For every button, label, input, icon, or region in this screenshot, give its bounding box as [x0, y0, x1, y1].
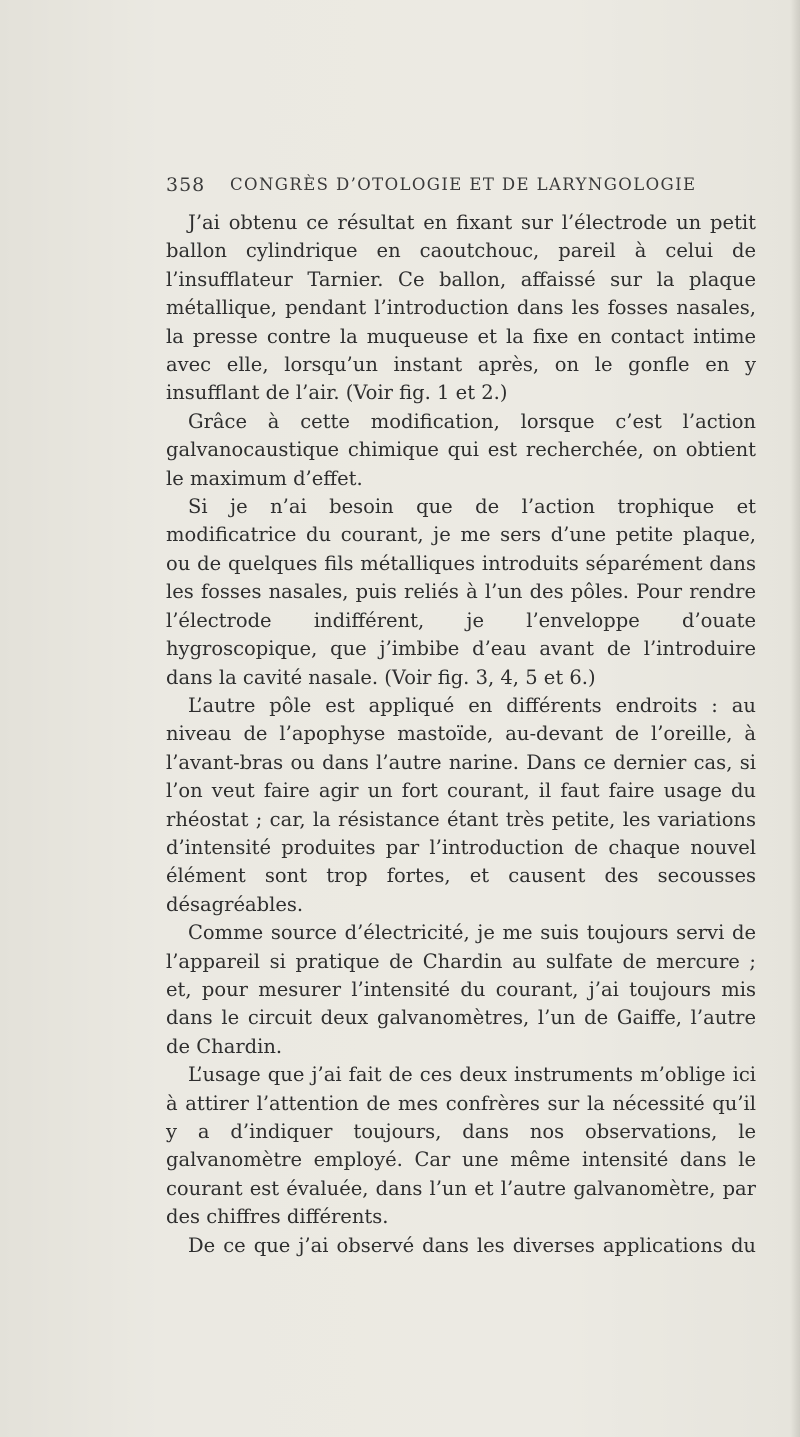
paragraph: Grâce à cette modification, lorsque c’est l’action galvanocaustique chimique qui est recherchée, on obtient le maximum d’effet. — [166, 409, 756, 490]
paragraph: L’usage que j’ai fait de ces deux instruments m’oblige ici à attirer l’attention de mes confrères sur la nécessité qu’il y a d’indiquer toujours, dans nos observations, le galvanomètre employé. Car une même intensité dans le courant est évaluée, dans l’un et l’autre galvanomètre, par des chiffres différents. — [166, 1063, 756, 1229]
paragraph: J’ai obtenu ce résultat en fixant sur l’électrode un petit ballon cylindrique en caoutchouc, pareil à celui de l’insufflateur Tarnier. Ce ballon, affaissé sur la plaque métallique, pendant l’introduction dans les fosses nasales, la presse contre la muqueuse et la fixe en contact intime avec elle, lorsqu’un instant après, on le gonfle en y insufflant de l’air. (Voir fig. 1 et 2.) — [166, 211, 756, 405]
page-header — [166, 174, 726, 202]
body-text — [166, 209, 756, 1260]
page-edge-shadow — [790, 0, 800, 1437]
paragraph: De ce que j’ai observé dans les diverses applications du — [188, 1233, 756, 1257]
paragraph: Si je n’ai besoin que de l’action trophique et modificatrice du courant, je me sers d’une petite plaque, ou de quelques fils métalliques introduits séparément dans les fosses nasales, puis reliés à l’un des pôles. Pour rendre l’électrode indifférent, je l’enveloppe d’ouate hygroscopique, que j’imbibe d’eau avant de l’introduire dans la cavité nasale. (Voir fig. 3, 4, 5 et 6.) — [166, 495, 756, 689]
running-title: CONGRÈS D’OTOLOGIE ET DE LARYNGOLOGIE — [230, 175, 697, 194]
paragraph: Comme source d’électricité, je me suis toujours servi de l’appareil si pratique de Chardin au sulfate de mercure ; et, pour mesurer l’intensité du courant, j’ai toujours mis dans le circuit deux galvanomètres, l’un de Gaiffe, l’autre de Chardin. — [166, 921, 756, 1058]
page-number: 358 — [166, 174, 206, 196]
paragraph: L’autre pôle est appliqué en différents endroits : au niveau de l’apophyse mastoïde, au-devant de l’oreille, à l’avant-bras ou dans l’autre narine. Dans ce dernier cas, si l’on veut faire agir un fort courant, il faut faire usage du rhéostat ; car, la résistance étant très petite, les variations d’intensité produites par l’introduction de chaque nouvel élément sont trop fortes, et causent des secousses désagréables. — [166, 693, 756, 916]
